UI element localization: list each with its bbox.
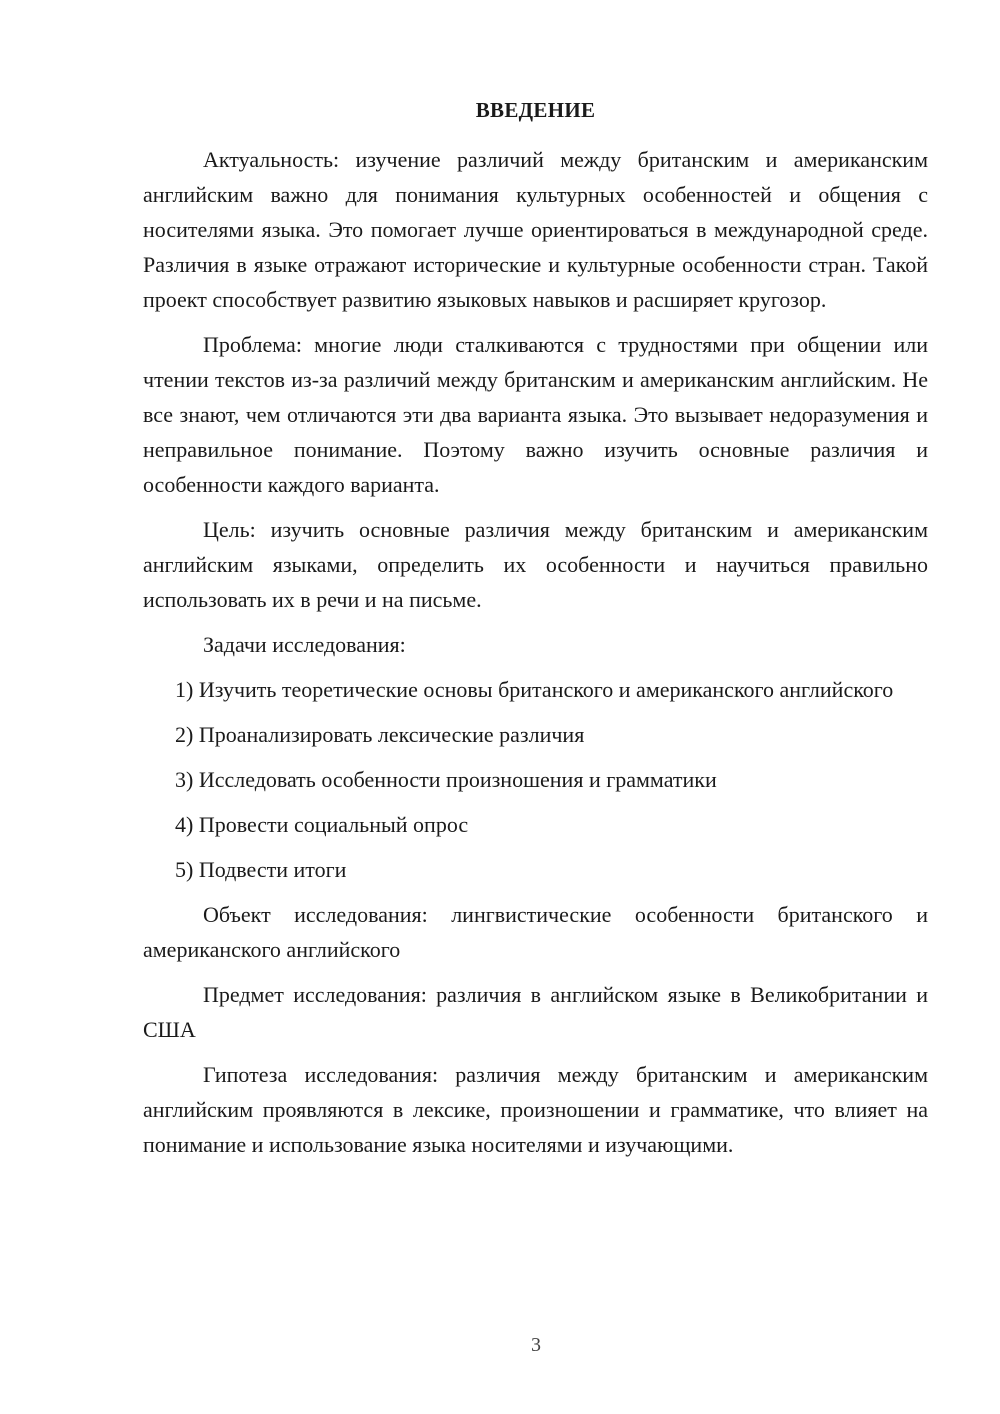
- task-item-1: 1) Изучить теоретические основы британского и американского английского: [175, 677, 894, 702]
- task-item-2: 2) Проанализировать лексические различия: [175, 722, 585, 747]
- page-number: 3: [531, 1334, 541, 1356]
- tasks-heading: Задачи исследования:: [203, 632, 406, 657]
- object-paragraph: Объект исследования: лингвистические особенности британского и американского английского: [143, 902, 928, 962]
- task-item-3: 3) Исследовать особенности произношения и грамматики: [175, 767, 717, 792]
- hypothesis-paragraph: Гипотеза исследования: различия между британским и американским английским проявляются в лексике, произношении и грамматике, что влияет на понимание и использование языка носителями и изучающими.: [143, 1062, 928, 1157]
- problem-paragraph: Проблема: многие люди сталкиваются с трудностями при общении или чтении текстов из-за различий между британским и американским английским. Не все знают, чем отличаются эти два варианта языка. Это вызывает недоразумения и неправильное понимание. Поэтому важно изучить основные различия и особенности каждого варианта.: [143, 332, 928, 497]
- task-item-4: 4) Провести социальный опрос: [175, 812, 469, 837]
- subject-paragraph: Предмет исследования: различия в английском языке в Великобритании и США: [143, 982, 928, 1042]
- task-item-5: 5) Подвести итоги: [175, 857, 347, 882]
- page-body: [143, 93, 928, 1172]
- section-title: ВВЕДЕНИЕ: [475, 98, 596, 122]
- goal-paragraph: Цель: изучить основные различия между британским и американским английским языками, определить их особенности и научиться правильно использовать их в речи и на письме.: [143, 517, 928, 612]
- relevance-paragraph: Актуальность: изучение различий между британским и американским английским важно для понимания культурных особенностей и общения с носителями языка. Это помогает лучше ориентироваться в международной среде. Различия в языке отражают исторические и культурные особенности стран. Такой проект способствует развитию языковых навыков и расширяет кругозор.: [143, 147, 928, 312]
